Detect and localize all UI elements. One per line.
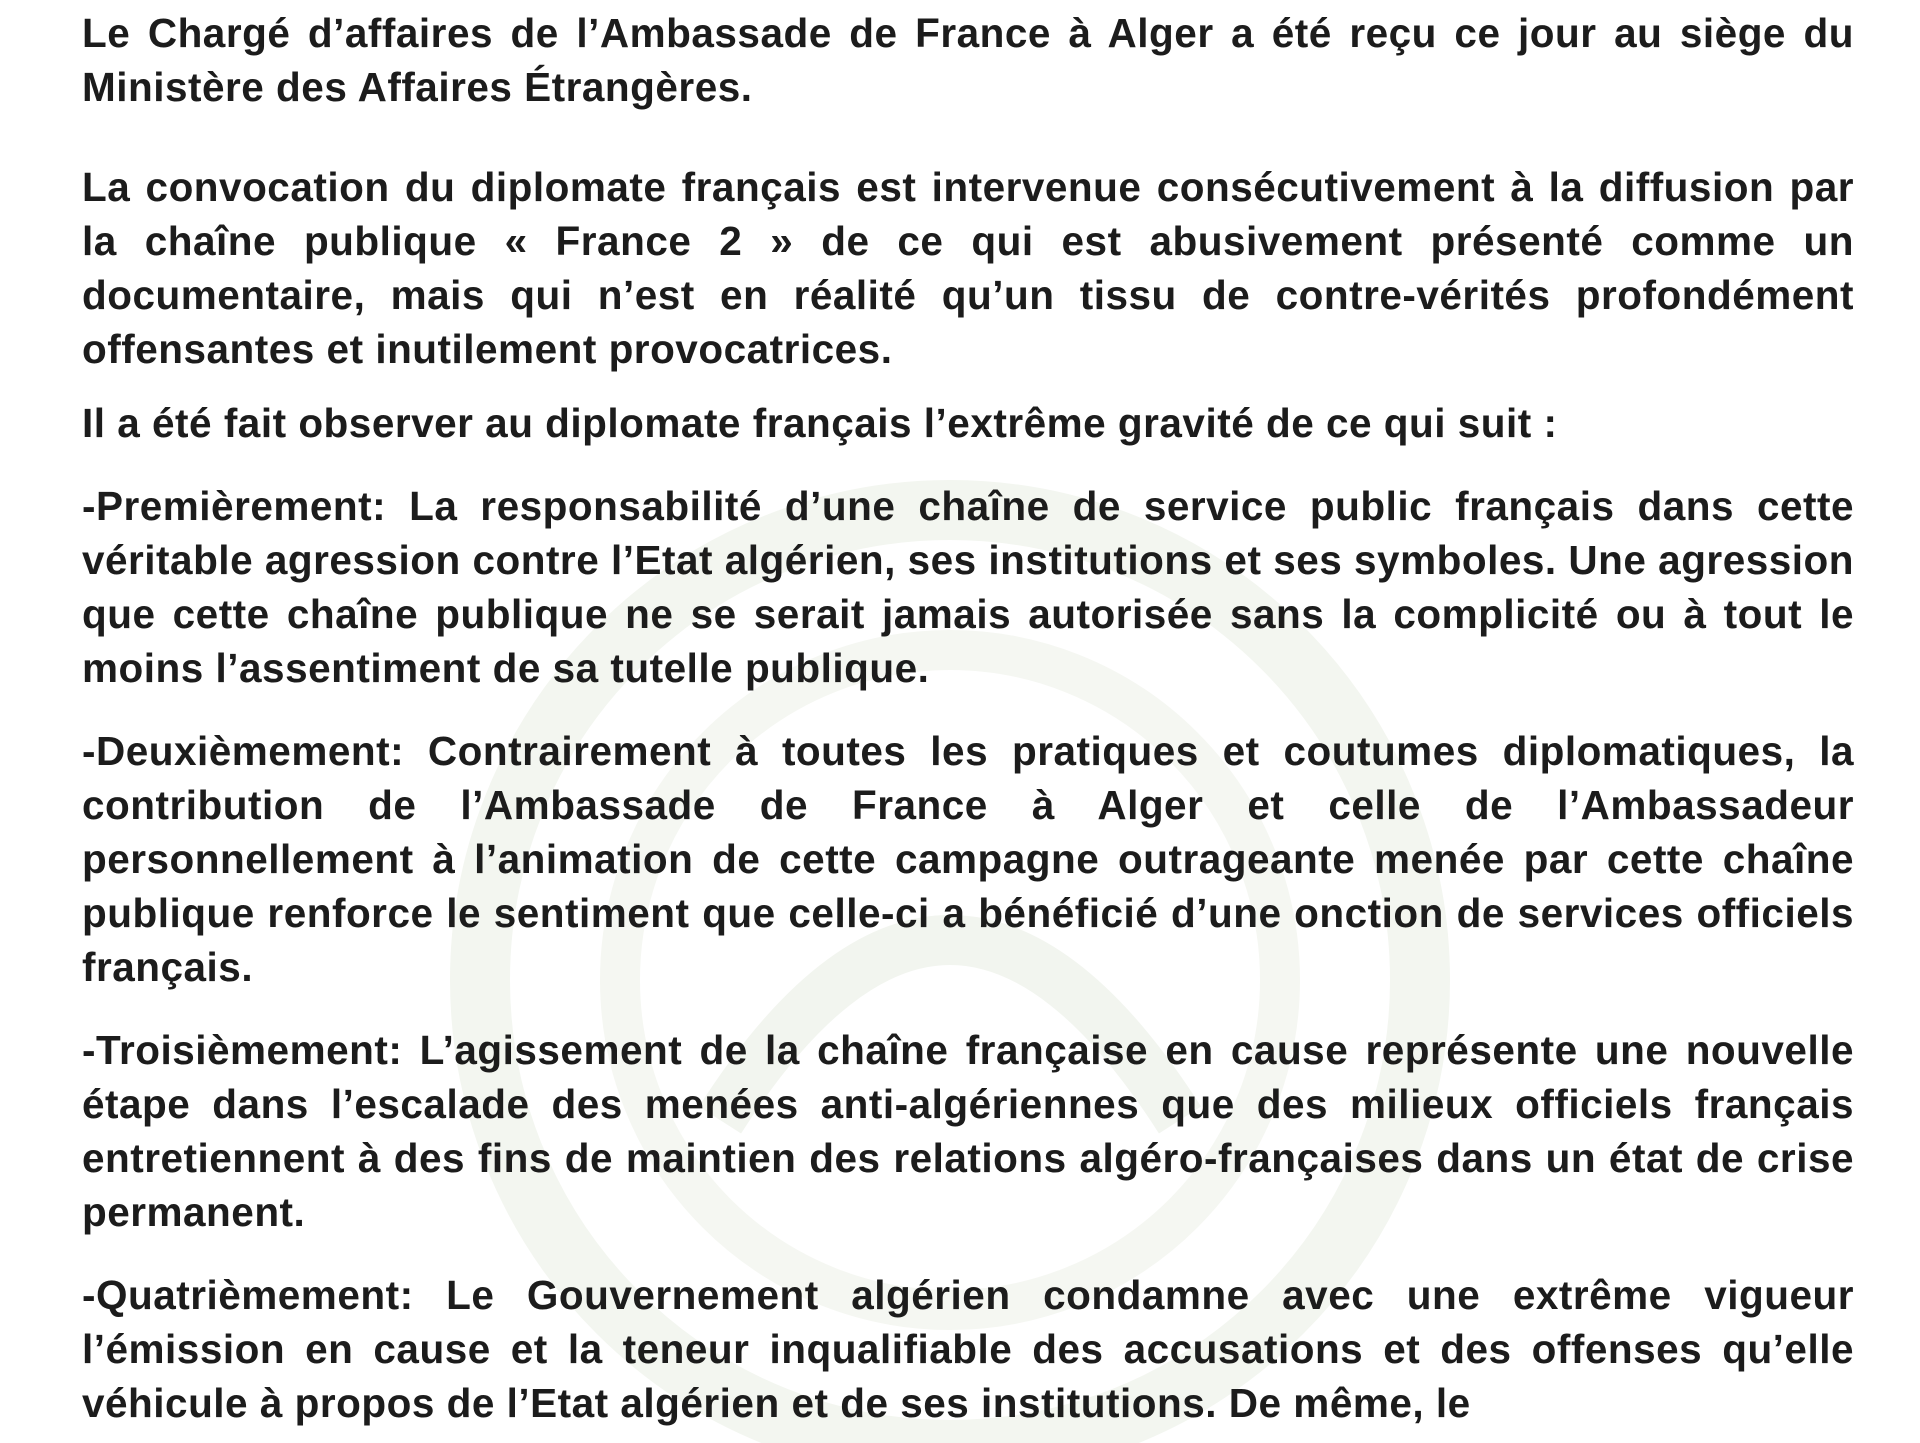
paragraph-reception: Le Chargé d’affaires de l’Ambassade de France à Alger a été reçu ce jour au siège du Ministère des Affaires Étrangères. bbox=[82, 10, 1854, 110]
communique-body bbox=[82, 6, 1854, 1430]
paragraph-deuxiemement: -Deuxièmement: Contrairement à toutes les pratiques et coutumes diplomatiques, la contribution de l’Ambassade de France à Alger et celle de l’Ambassadeur personnellement à l’animation de cette campagne outrageante menée par cette chaîne publique renforce le sentiment que celle-ci a bénéficié d’une onction de services officiels français. bbox=[82, 728, 1854, 990]
paragraph-observation: Il a été fait observer au diplomate français l’extrême gravité de ce qui suit : bbox=[82, 400, 1558, 446]
paragraph-troisiemement: -Troisièmement: L’agissement de la chaîne française en cause représente une nouvelle étape dans l’escalade des menées anti-algériennes que des milieux officiels français entretiennent à des fins de maintien des relations algéro-françaises dans un état de crise permanent. bbox=[82, 1027, 1854, 1235]
paragraph-quatriemement: -Quatrièmement: Le Gouvernement algérien condamne avec une extrême vigueur l’émission en cause et la teneur inqualifiable des accusations et des offenses qu’elle véhicule à propos de l’Etat algérien et de ses institutions. De même, le bbox=[82, 1272, 1854, 1426]
paragraph-premierement: -Premièrement: La responsabilité d’une chaîne de service public français dans cette véritable agression contre l’Etat algérien, ses institutions et ses symboles. Une agression que cette chaîne publique ne se serait jamais autorisée sans la complicité ou à tout le moins l’assentiment de sa tutelle publique. bbox=[82, 483, 1854, 691]
paragraph-convocation: La convocation du diplomate français est intervenue consécutivement à la diffusion par la chaîne publique « France 2 » de ce qui est abusivement présenté comme un documentaire, mais qui n’est en réalité qu’un tissu de contre-vérités profondément offensantes et inutilement provocatrices. bbox=[82, 164, 1854, 372]
